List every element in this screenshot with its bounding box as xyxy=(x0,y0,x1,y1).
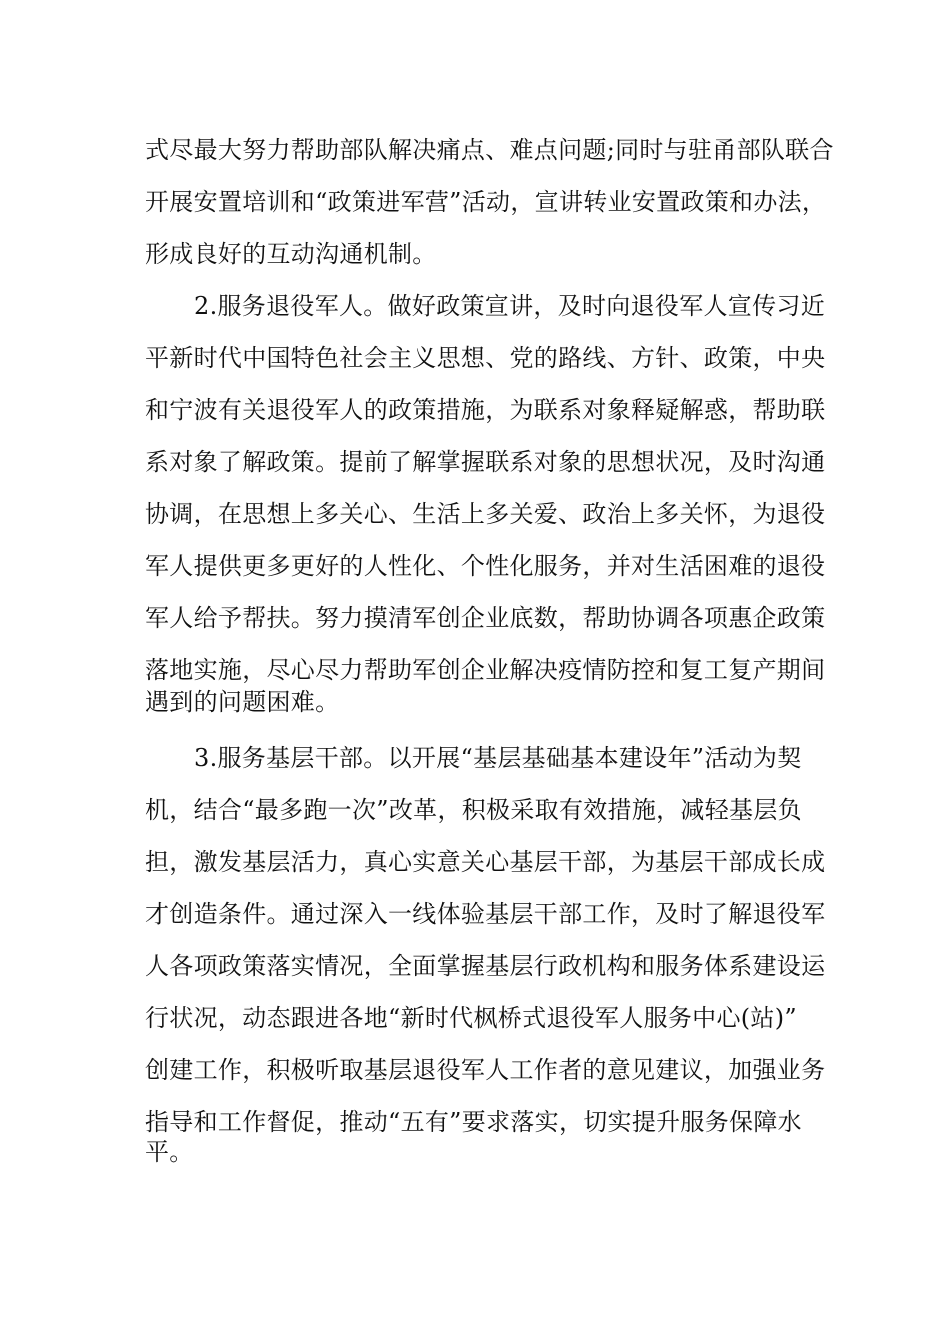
text-line: 行状况，动态跟进各地“新时代枫桥式退役军人服务中心(站)” xyxy=(145,1004,797,1032)
text-line: 担，激发基层活力，真心实意关心基层干部，为基层干部成长成 xyxy=(145,848,826,876)
text-line: 系对象了解政策。提前了解掌握联系对象的思想状况，及时沟通 xyxy=(145,448,826,476)
section-2-heading-line: 2.服务退役军人。做好政策宣讲，及时向退役军人宣传习近 xyxy=(194,292,825,320)
text-line: 开展安置培训和“政策进军营”活动，宣讲转业安置政策和办法， xyxy=(145,188,827,216)
text-line: 军人给予帮扶。努力摸清军创企业底数，帮助协调各项惠企政策 xyxy=(145,604,826,632)
text-line: 协调，在思想上多关心、生活上多关爱、政治上多关怀，为退役 xyxy=(145,500,826,528)
text-line: 指导和工作督促，推动“五有”要求落实，切实提升服务保障水 xyxy=(145,1108,802,1136)
text-line: 和宁波有关退役军人的政策措施，为联系对象释疑解惑，帮助联 xyxy=(145,396,826,424)
text-line: 平。 xyxy=(145,1138,194,1166)
text-line: 遇到的问题困难。 xyxy=(145,688,340,716)
section-3-heading-line: 3.服务基层干部。以开展“基层基础基本建设年”活动为契 xyxy=(194,744,802,772)
text-line: 才创造条件。通过深入一线体验基层干部工作，及时了解退役军 xyxy=(145,900,826,928)
text-line: 军人提供更多更好的人性化、个性化服务，并对生活困难的退役 xyxy=(145,552,826,580)
text-line: 平新时代中国特色社会主义思想、党的路线、方针、政策，中央 xyxy=(145,344,826,372)
text-line: 式尽最大努力帮助部队解决痛点、难点问题;同时与驻甬部队联合 xyxy=(145,136,834,164)
text-line: 创建工作，积极听取基层退役军人工作者的意见建议，加强业务 xyxy=(145,1056,826,1084)
text-line: 机，结合“最多跑一次”改革，积极采取有效措施，减轻基层负 xyxy=(145,796,802,824)
text-line: 落地实施，尽心尽力帮助军创企业解决疫情防控和复工复产期间 xyxy=(145,656,826,684)
text-line: 形成良好的互动沟通机制。 xyxy=(145,240,437,268)
text-line: 人各项政策落实情况，全面掌握基层行政机构和服务体系建设运 xyxy=(145,952,826,980)
